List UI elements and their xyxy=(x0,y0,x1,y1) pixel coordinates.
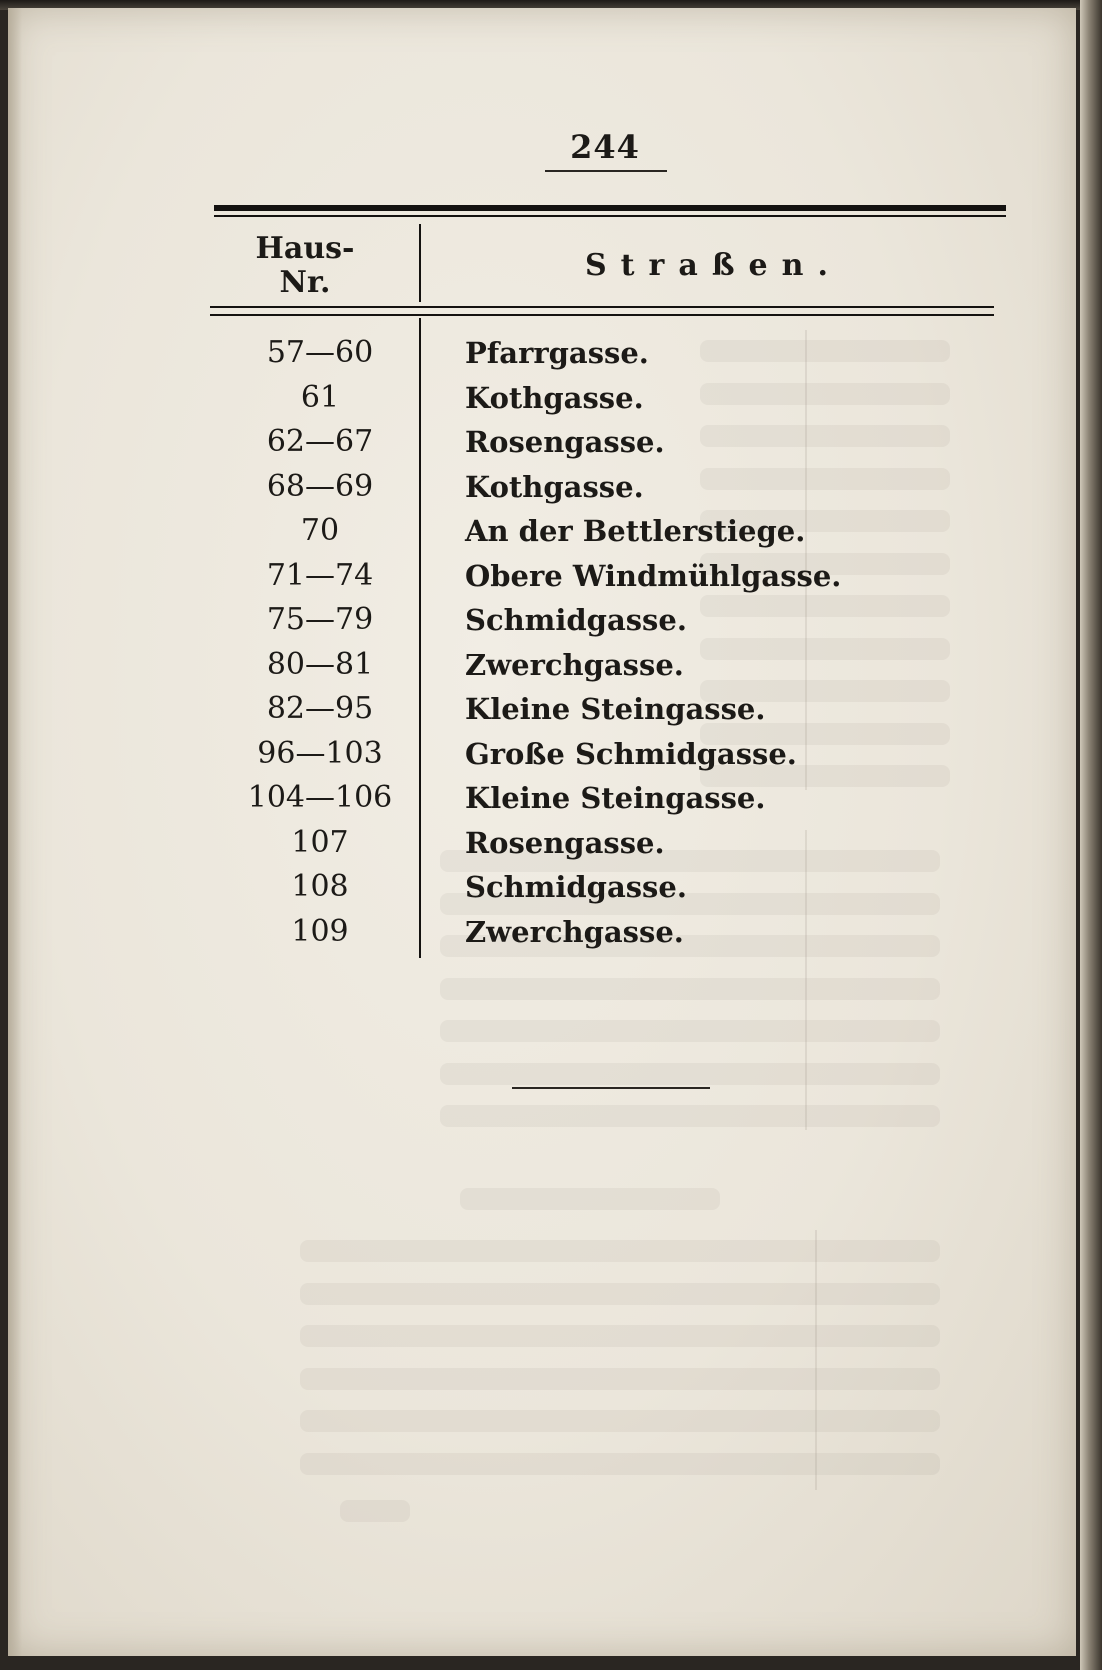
table-row xyxy=(240,734,860,779)
section-end-rule xyxy=(512,1087,710,1089)
house-number: 80—81 xyxy=(266,646,374,682)
header-bottom-rule-2 xyxy=(210,314,994,316)
house-number: 68—69 xyxy=(266,468,374,504)
table-row xyxy=(240,511,860,556)
street-name: Zwerchgasse. xyxy=(465,914,684,949)
table-row xyxy=(240,778,860,823)
street-name: Rosengasse. xyxy=(465,825,665,860)
column-header-streets: Straßen. xyxy=(585,248,842,283)
table-row xyxy=(240,645,860,690)
street-name: Pfarrgasse. xyxy=(465,336,649,370)
table-row xyxy=(240,467,860,512)
page-number-underline xyxy=(545,170,667,172)
table-row xyxy=(240,823,860,868)
column-header-house-number-line2: Nr. xyxy=(279,265,331,300)
house-number: 70 xyxy=(300,513,340,548)
street-name: Schmidgasse. xyxy=(465,603,687,637)
house-number: 108 xyxy=(291,869,349,904)
page-number: 244 xyxy=(570,128,640,166)
table-top-rule-thin xyxy=(214,215,1006,217)
header-bottom-rule-1 xyxy=(210,306,994,308)
street-name: Große Schmidgasse. xyxy=(465,736,797,771)
table-row xyxy=(240,378,860,423)
house-number: 71—74 xyxy=(266,557,374,593)
house-number: 62—67 xyxy=(266,424,374,459)
table-row xyxy=(240,333,860,378)
table-top-rule-thick xyxy=(214,205,1006,211)
house-number: 75—79 xyxy=(266,602,374,637)
table-row xyxy=(240,867,860,912)
table-row xyxy=(240,600,860,645)
table-row xyxy=(240,556,860,601)
column-header-house-number-line1: Haus- xyxy=(255,231,355,266)
house-number: 109 xyxy=(291,913,349,949)
page-gutter-shadow xyxy=(8,8,22,1656)
house-number: 107 xyxy=(291,824,349,860)
street-name: Obere Windmühlgasse. xyxy=(465,558,842,593)
column-header-house-number xyxy=(240,232,370,300)
table-row xyxy=(240,422,860,467)
house-number: 61 xyxy=(300,379,340,415)
book-edge-right xyxy=(1080,0,1102,1670)
house-number: 82—95 xyxy=(266,691,374,726)
street-name: Rosengasse. xyxy=(465,425,665,459)
street-name: Kothgasse. xyxy=(465,380,644,415)
house-number: 57—60 xyxy=(266,335,374,370)
table-row xyxy=(240,912,860,957)
street-name: Kleine Steingasse. xyxy=(465,692,766,726)
house-number: 96—103 xyxy=(257,735,383,771)
street-name: Kothgasse. xyxy=(465,469,644,504)
house-number: 104—106 xyxy=(247,780,393,815)
street-name: Kleine Steingasse. xyxy=(465,781,766,815)
street-name: Zwerchgasse. xyxy=(465,647,684,682)
header-column-divider xyxy=(419,224,421,302)
table-row xyxy=(240,689,860,734)
table-body xyxy=(240,333,860,956)
street-name: An der Bettlerstiege. xyxy=(465,514,806,548)
street-name: Schmidgasse. xyxy=(465,870,687,904)
